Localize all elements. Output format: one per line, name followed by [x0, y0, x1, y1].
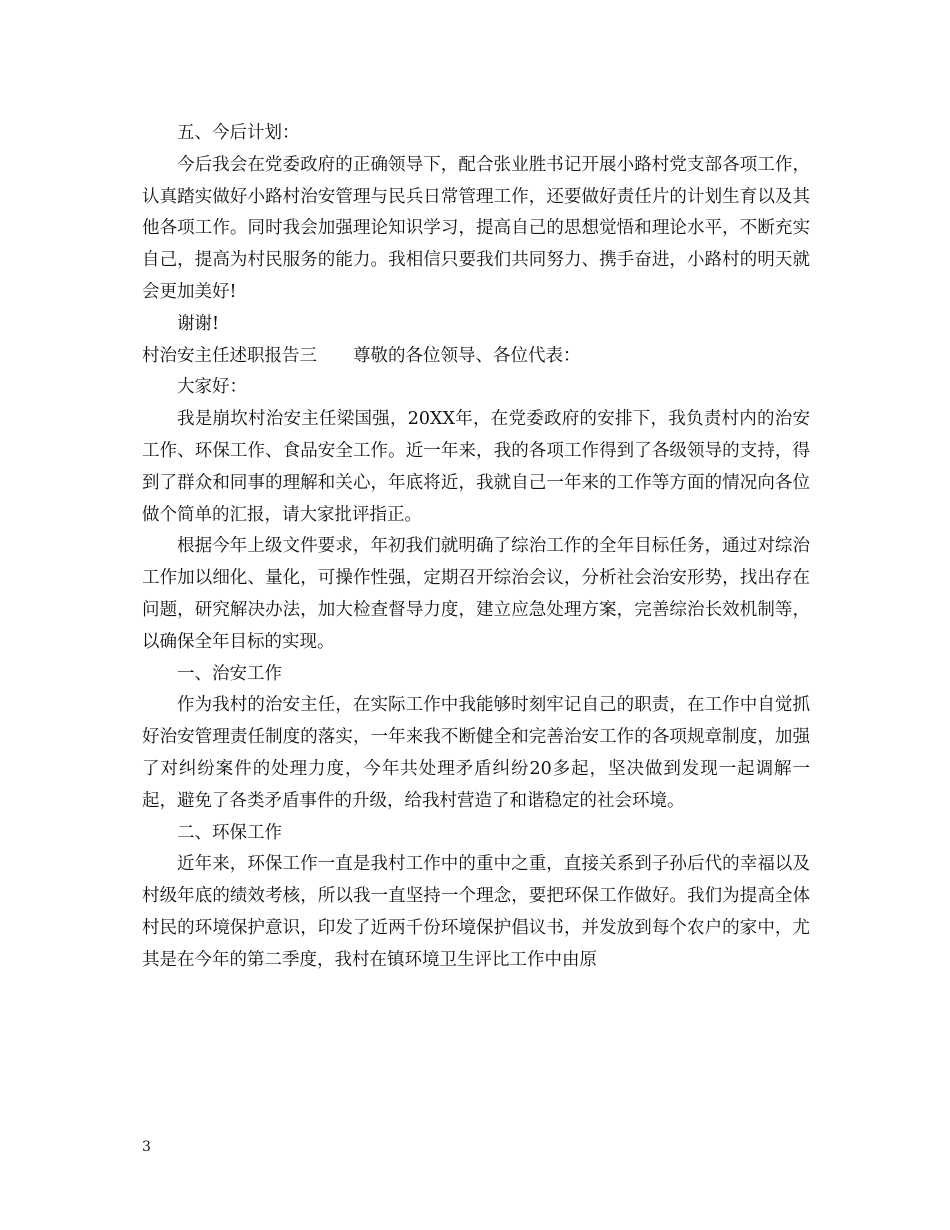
section-heading-plan: 五、今后计划： [177, 123, 300, 143]
environment-paragraph: 近年来，环保工作一直是我村工作中的重中之重，直接关系到子孙后代的幸福以及村级年底的绩效考核，所以我一直坚持一个理念，要把环保工作做好。我们为提高全体村民的环境保护意识，印发了近两千份环境保护倡议书，并发放到每个农户的家中，尤其是在今年的第二季度，我村在镇环境卫生评比工作中由原 [142, 854, 810, 970]
report-title: 村治安主任述职报告三 [142, 345, 317, 366]
section-heading-environment: 二、环保工作 [177, 822, 282, 843]
intro-paragraph: 我是崩坎村治安主任梁国强，20XX年，在党委政府的安排下，我负责村内的治安工作、环保工作、食品安全工作。近一年来，我的各项工作得到了各级领导的支持，得到了群众和同事的理解和关心，年底将近，我就自己一年来的工作等方面的情况向各位做个简单的汇报，请大家批评指正。 [142, 409, 810, 525]
plan-paragraph: 今后我会在党委政府的正确领导下，配合张业胜书记开展小路村党支部各项工作，认真踏实做好小路村治安管理与民兵日常管理工作，还要做好责任片的计划生育以及其他各项工作。同时我会加强理论知识学习，提高自己的思想觉悟和理论水平，不断充实自己，提高为村民服务的能力。我相信只要我们共同努力、携手奋进，小路村的明天就会更加美好! [142, 154, 810, 302]
document-body [142, 118, 810, 977]
security-paragraph: 作为我村的治安主任，在实际工作中我能够时刻牢记自己的职责，在工作中自觉抓好治安管理责任制度的落实，一年来我不断健全和完善治安工作的各项规章制度，加强了对纠纷案件的处理力度，今年共处理矛盾纠纷20多起，坚决做到发现一起调解一起，避免了各类矛盾事件的升级，给我村营造了和谐稳定的社会环境。 [142, 695, 810, 811]
goals-paragraph: 根据今年上级文件要求，年初我们就明确了综治工作的全年目标任务，通过对综治工作加以细化、量化，可操作性强，定期召开综治会议，分析社会治安形势，找出存在问题，研究解决办法，加大检查督导力度，建立应急处理方案，完善综治长效机制等，以确保全年目标的实现。 [142, 536, 810, 652]
salutation-leaders: 尊敬的各位领导、各位代表： [353, 345, 581, 366]
greeting-line: 大家好： [177, 377, 247, 398]
page-number: 3 [142, 1139, 151, 1155]
thanks-line: 谢谢! [177, 313, 220, 334]
report-title-line [142, 341, 810, 373]
section-heading-security: 一、治安工作 [177, 663, 282, 684]
